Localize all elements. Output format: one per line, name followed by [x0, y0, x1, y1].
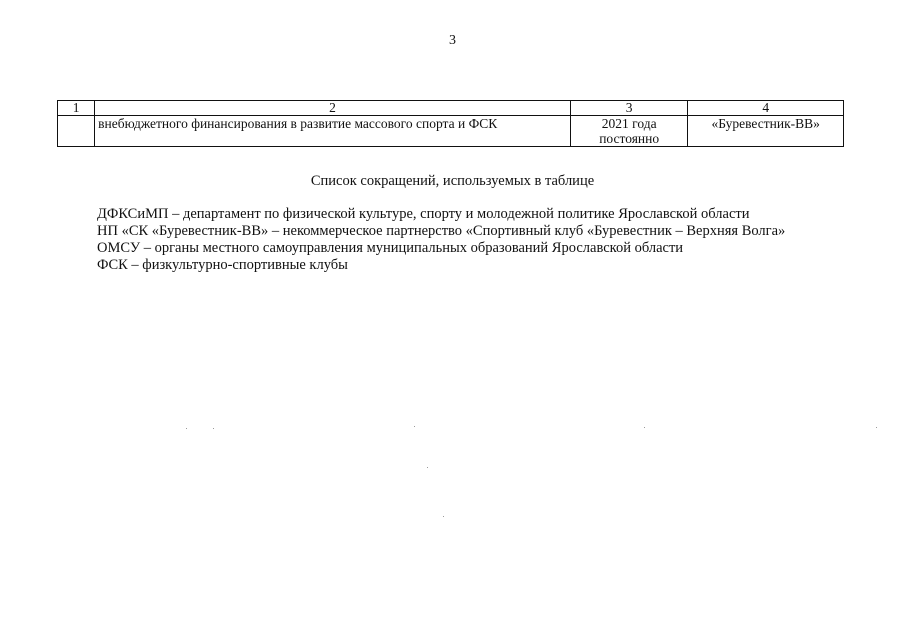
column-number-4: 4: [688, 101, 844, 116]
deadline-line-1: 2021 года: [601, 116, 657, 131]
deadline-line-2: постоянно: [599, 131, 660, 146]
abbreviations-caption: Список сокращений, используемых в таблице: [310, 173, 595, 189]
abbreviation-item: ДФКСиМП – департамент по физической культуре, спорту и молодежной политике Ярославской области: [97, 206, 750, 222]
column-number-3: 3: [570, 101, 687, 116]
continuation-table: [57, 100, 844, 147]
table-cell-responsible: «Буревестник-ВВ»: [688, 116, 844, 147]
abbreviations-list: [97, 206, 785, 274]
abbreviation-item: ОМСУ – органы местного самоуправления муниципальных образований Ярославской области: [97, 240, 684, 256]
column-number-1: 1: [58, 101, 95, 116]
page-number: 3: [449, 33, 456, 48]
table-cell-deadline: [570, 116, 687, 147]
column-number-2: 2: [95, 101, 571, 116]
abbreviation-item: НП «СК «Буревестник-ВВ» – некоммерческое партнерство «Спортивный клуб «Буревестник – Верхняя Волга»: [97, 223, 786, 239]
table-header-row: [58, 101, 844, 116]
abbreviation-item: ФСК – физкультурно-спортивные клубы: [97, 257, 348, 273]
scan-speck: [876, 427, 877, 428]
scan-speck: [414, 426, 415, 427]
scan-speck: [644, 427, 645, 428]
scan-speck: [213, 428, 214, 429]
scan-speck: [186, 428, 187, 429]
scan-speck: [443, 516, 444, 517]
table-cell-activity: внебюджетного финансирования в развитие массового спорта и ФСК: [95, 116, 571, 147]
scan-speck: [427, 467, 428, 468]
table-cell-index: [58, 116, 95, 147]
table-row: [58, 116, 844, 147]
